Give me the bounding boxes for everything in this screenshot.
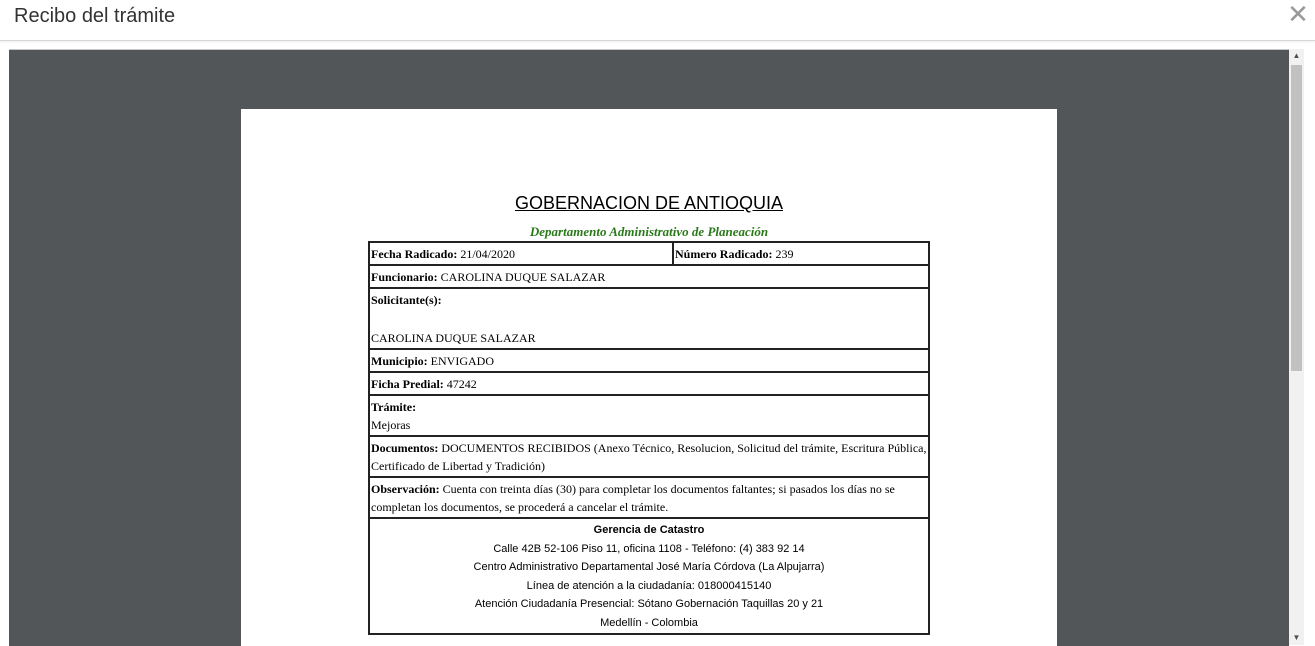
modal-header	[0, 0, 1315, 41]
funcionario-cell: Funcionario: CAROLINA DUQUE SALAZAR	[369, 265, 929, 288]
solicitante-value: CAROLINA DUQUE SALAZAR	[371, 331, 536, 345]
table-row	[369, 242, 929, 265]
ficha-cell: Ficha Predial: 47242	[369, 372, 929, 395]
footer-phone-line: Línea de atención a la ciudadanía: 018000415140	[526, 579, 772, 592]
scrollbar[interactable]	[1289, 49, 1304, 645]
table-row	[369, 436, 929, 477]
close-icon[interactable]: ✕	[1287, 0, 1309, 29]
municipio-cell: Municipio: ENVIGADO	[369, 349, 929, 372]
table-row	[369, 372, 929, 395]
tramite-cell: Trámite: Mejoras	[369, 395, 929, 436]
pdf-viewer[interactable]	[9, 49, 1289, 646]
table-row	[369, 265, 929, 288]
modal-title: Recibo del trámite	[14, 5, 176, 27]
footer-center: Centro Administrativo Departamental José María Córdova (La Alpujarra)	[473, 561, 825, 573]
receipt-table	[368, 241, 930, 635]
table-row	[369, 477, 929, 518]
observacion-cell: Observación: Cuenta con treinta días (30) para completar los documentos faltantes; si pasados los días no se completan los documentos, se procederá a cancelar el trámite.	[369, 477, 929, 518]
table-row	[369, 288, 929, 349]
scroll-up-icon[interactable]: ▲	[1292, 51, 1301, 60]
scroll-thumb[interactable]	[1291, 65, 1302, 371]
table-row	[369, 395, 929, 436]
solicitante-cell: Solicitante(s): CAROLINA DUQUE SALAZAR	[369, 288, 929, 349]
numero-cell: Número Radicado: 239	[673, 242, 929, 265]
scroll-down-icon[interactable]: ▼	[1292, 633, 1301, 642]
pdf-page	[241, 109, 1057, 646]
documentos-cell: Documentos: DOCUMENTOS RECIBIDOS (Anexo Técnico, Resolucion, Solicitud del trámite, Escritura Pública, Certificado de Libertad y Tradición)	[369, 436, 929, 477]
table-row	[369, 518, 929, 634]
document-title: GOBERNACION DE ANTIOQUIA	[514, 193, 784, 213]
footer-address: Calle 42B 52-106 Piso 11, oficina 1108 - Teléfono: (4) 383 92 14	[493, 542, 805, 555]
footer-cell	[369, 518, 929, 634]
footer-attention: Atención Ciudadanía Presencial: Sótano Gobernación Taquillas 20 y 21	[474, 598, 824, 610]
tramite-value: Mejoras	[371, 418, 411, 432]
document-subtitle: Departamento Administrativo de Planeación	[529, 224, 769, 239]
table-row	[369, 349, 929, 372]
footer-city: Medellín - Colombia	[600, 616, 698, 629]
fecha-cell: Fecha Radicado: 21/04/2020	[369, 242, 673, 265]
footer-heading: Gerencia de Catastro	[593, 524, 705, 536]
